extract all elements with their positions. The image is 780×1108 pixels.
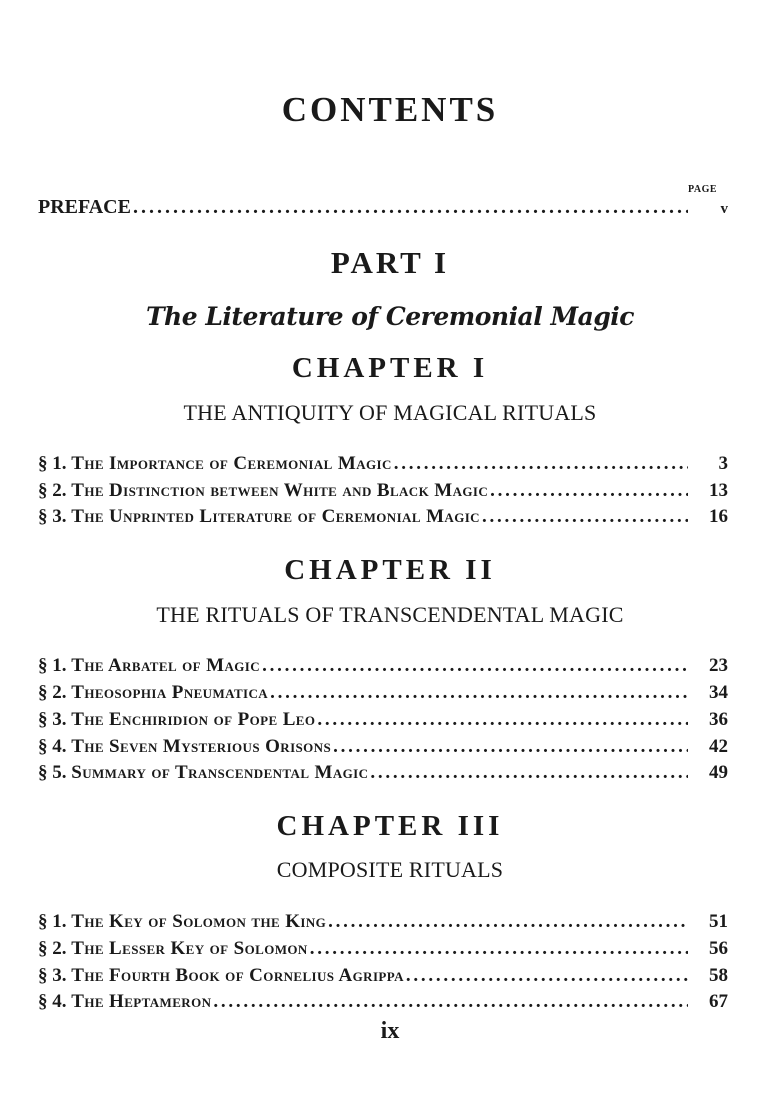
toc-entry-label: Theosophia Pneumatica [71,682,269,703]
dot-leader [328,911,688,933]
toc-page-number: v [720,201,728,217]
toc-entry-label: The Lesser Key of Solomon [71,938,308,959]
chapter-heading: CHAPTER I [291,352,489,384]
dot-leader [310,938,688,960]
dot-leader [317,709,688,731]
toc-entry [38,965,728,991]
toc-entry [38,938,728,964]
toc-page-number: 36 [709,709,728,730]
chapter-heading: CHAPTER III [276,810,504,842]
toc-page-number: 16 [709,506,728,527]
toc-entry [38,655,728,681]
page-title: CONTENTS [281,90,499,129]
page-number-footer: ix [380,1018,400,1044]
dot-leader [394,453,688,475]
toc-entry [38,991,728,1017]
toc-page-number: 34 [709,682,728,703]
toc-entry [38,762,728,788]
chapter-title: THE ANTIQUITY OF MAGICAL RITUALS [183,400,597,425]
section-mark: § 2. [38,682,67,703]
toc-page-number: 67 [709,991,728,1012]
dot-leader [370,762,688,784]
toc-entry [38,506,728,532]
toc-entry [38,709,728,735]
dot-leader [213,991,688,1013]
toc-entry-label: PREFACE [38,196,131,218]
toc-page-number: 23 [709,655,728,676]
toc-entry [38,453,728,479]
toc-entry-label: The Distinction between White and Black Magic [71,480,489,501]
section-mark: § 5. [38,762,67,783]
toc-page-number: 56 [709,938,728,959]
section-mark: § 4. [38,991,67,1012]
dot-leader [333,736,688,758]
toc-page-number: 49 [709,762,728,783]
toc-entry-label: The Key of Solomon the King [71,911,327,932]
toc-entry-label: The Enchiridion of Pope Leo [71,709,316,730]
dot-leader [262,655,688,677]
toc-entry-label: The Importance of Ceremonial Magic [71,453,392,474]
section-mark: § 2. [38,480,67,501]
toc-entry-preface [38,196,728,222]
page-column-label: PAGE [688,184,718,195]
toc-entry-label: The Unprinted Literature of Ceremonial Magic [71,506,480,527]
dot-leader [482,506,688,528]
toc-page-number: 51 [709,911,728,932]
dot-leader [133,196,688,219]
toc-page-number: 42 [709,736,728,757]
section-mark: § 2. [38,938,67,959]
section-mark: § 4. [38,736,67,757]
dot-leader [270,682,688,704]
toc-entry-label: The Seven Mysterious Orisons [71,736,332,757]
dot-leader [406,965,688,987]
toc-page-number: 58 [709,965,728,986]
toc-entry-label: The Fourth Book of Cornelius Agrippa [71,965,404,986]
chapter-title: THE RITUALS OF TRANSCENDENTAL MAGIC [156,602,624,627]
toc-entry [38,682,728,708]
chapter-heading: CHAPTER II [284,554,496,586]
section-mark: § 1. [38,911,67,932]
toc-page-number: 3 [718,453,728,474]
section-mark: § 3. [38,965,67,986]
section-mark: § 1. [38,453,67,474]
toc-entry [38,480,728,506]
section-mark: § 3. [38,709,67,730]
toc-entry-label: The Arbatel of Magic [71,655,261,676]
toc-entry [38,911,728,937]
section-mark: § 3. [38,506,67,527]
part-subtitle: The Literature of Ceremonial Magic [145,302,635,331]
section-mark: § 1. [38,655,67,676]
part-heading: PART I [330,245,450,280]
toc-entry [38,736,728,762]
toc-entry-label: The Heptameron [71,991,212,1012]
toc-entry-label: Summary of Transcendental Magic [71,762,369,783]
toc-page-number: 13 [709,480,728,501]
dot-leader [490,480,688,502]
chapter-title: COMPOSITE RITUALS [276,857,504,882]
